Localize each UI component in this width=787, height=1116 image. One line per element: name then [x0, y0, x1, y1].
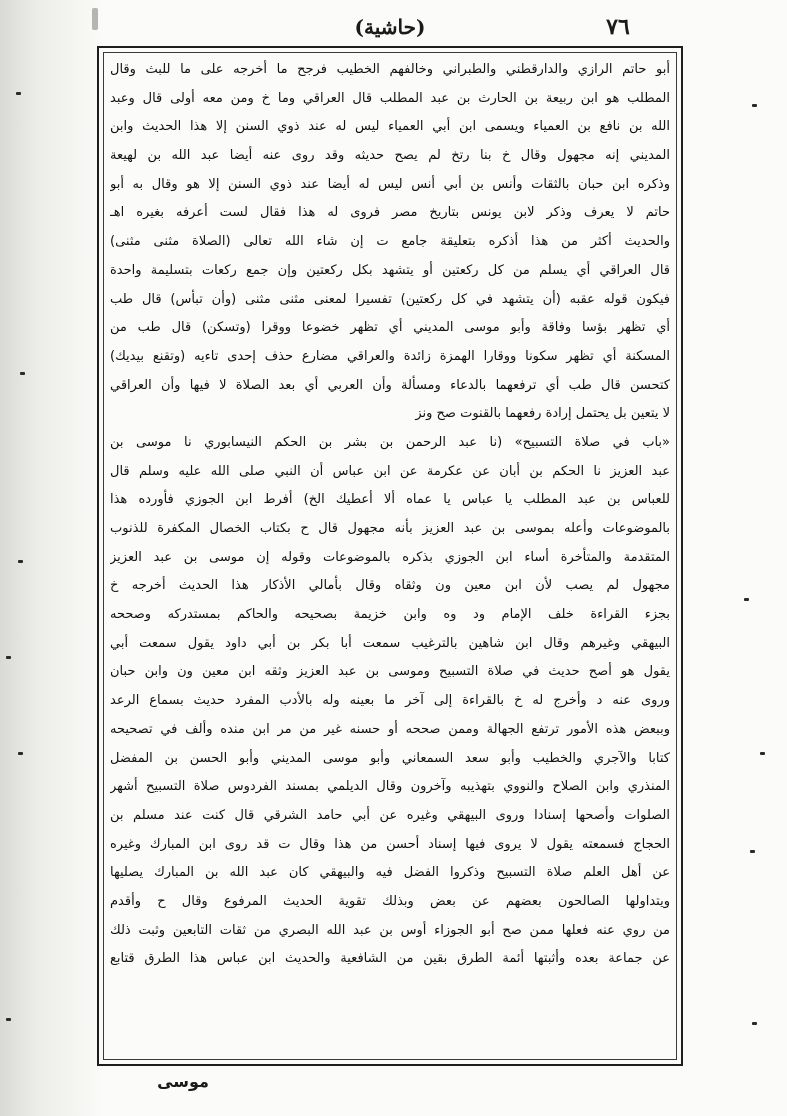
margin-mark — [18, 560, 23, 563]
text-line: وروى عنه د وأخرج له خ بالقراءة إلى آخر ما بعينه وله بالأدب المفرد حديث بسماع الرعد — [110, 693, 670, 709]
text-line: حاتم لا يعرف وذكر لابن يونس بتاريخ مصر فروى له هذا فقال لست أعرفه بغيره اهـ — [110, 205, 670, 221]
margin-mark — [18, 752, 23, 755]
margin-mark — [750, 850, 755, 853]
margin-mark — [20, 372, 25, 375]
text-line: والحديث أكثر من هذا أذكره بتعليقة جامع ت إن شاء الله تعالى (الصلاة مثنى مثنى) — [110, 234, 670, 250]
margin-mark — [16, 92, 21, 95]
margin-mark — [744, 598, 749, 601]
margin-mark — [760, 752, 765, 755]
text-line: البيهقي وغيرهم وقال ابن شاهين بالترغيب سمعت أبا بكر بن أبي داود يقول سمعت أبي — [110, 635, 670, 651]
text-line: كتابا والآجري والخطيب وأبو سعد السمعاني وأبو موسى المديني وأبو الحسن بن المفضل — [110, 750, 670, 766]
text-line: يقول هو أصح حديث في صلاة التسبيح وموسى بن عبد العزيز وثقه ابن معين ون وابن حبان — [110, 664, 670, 680]
text-line: المتقدمة والمتأخرة أساء ابن الجوزي بذكره بالموضوعات وقوله إن موسى بن عبد العزيز — [110, 549, 670, 565]
text-line: ويتداولها الصالحون بعضهم عن بعض وبذلك تقوية الحديث المرفوع وقال ح وأقدم — [110, 893, 670, 909]
text-line: كتحسن قال طب أي ترفعهما بالدعاء ومسألة وأن العربي أي بعد الصلاة لا فيها وأن العراقي — [110, 377, 670, 393]
text-line: للعباس بن عبد المطلب يا عباس يا عماه ألا أعطيك الخ) أفرط ابن الجوزي فأورده هذا — [110, 492, 670, 508]
text-line: فيكون قوله عقبه (أن يتشهد في كل ركعتين) تفسيرا لمعنى مثنى مثنى (وأن تبأس) قال طب — [110, 291, 670, 307]
margin-mark — [6, 656, 11, 659]
page-number: ٧٦ — [606, 14, 630, 40]
margin-mark — [6, 1018, 11, 1021]
text-line: وذكره ابن حبان بالثقات وأنس بن أبي أنس ليس له أيضا عند ذوي السنن إلا هو وقال به أبو — [110, 176, 670, 192]
page-header-title: (حاشية) — [354, 15, 426, 39]
text-line: وببعض هذه الأمور ترتفع الجهالة وممن صححه أو حسنه غير من مر ابن منده وألف في تصحيحه — [110, 721, 670, 737]
text-line: المنذري وابن الصلاح والنووي بتهذيبه وآخرون وقال الديلمي بمسند الفردوس صلاة التسبيح أشهر — [110, 779, 670, 795]
body-text — [110, 56, 670, 1058]
text-line: الحجاج فسمعته يقول لا يروى فيها إسناد أحسن من هذا وقال ت قد روى ابن المبارك وغيره — [110, 836, 670, 852]
text-line: الصلوات وأصحها إسنادا وروى البيهقي وغيره عن أبي حامد الشرقي قال كنت عند مسلم بن — [110, 807, 670, 823]
text-line: عن جماعة بعده وأثبتها أئمة الطرق بقين من الشافعية والحديث ابن عباس هذا الطرق قتابع — [110, 951, 670, 967]
text-line: من روي عنه فعلها ممن صح أبو الجوزاء أوس بن عبد الله البصري من ثقات التابعين وثبت ذلك — [110, 922, 670, 938]
text-line: بالموضوعات وأعله بموسى بن عبد العزيز بأنه مجهول قال ح بكتاب الخصال المكفرة للذنوب — [110, 521, 670, 536]
catchword: موسى — [157, 1072, 209, 1091]
text-line: الله بن نافع بن العمياء ويسمى ابن أبي العمياء ليس له عند ذوي السنن إلا هذا الحديث وابن — [110, 119, 670, 135]
binding-shadow — [0, 0, 105, 1116]
section-heading-line: «باب في صلاة التسبيح» (نا عبد الرحمن بن بشر بن الحكم النيسابوري نا موسى بن — [110, 434, 670, 450]
text-line: مجهول لم يصب لأن ابن معين ون وثقاه وقال بأمالي الأذكار هذا الحديث أخرجه خ — [110, 578, 670, 594]
text-line: بجزء القراءة خلف الإمام ود وه وابن خزيمة بصحيحه والحاكم بمستدركه وصححه — [110, 607, 670, 623]
margin-mark — [752, 104, 757, 107]
text-line: عن أهل العلم صلاة التسبيح وذكروا الفضل فيه والبيهقي كان عبد الله بن المبارك يصليها — [110, 865, 670, 881]
text-line: المديني إنه مجهول وقال خ بنا رتخ لم يصح حديثه وقد روى عنه أيضا عبد الله بن لهيعة — [110, 148, 670, 164]
text-line: أي تظهر بؤسا وفاقة وأبو موسى المديني أي تظهر خضوعا ووقرا (وتسكن) قال طب من — [110, 320, 670, 336]
text-line: لا يتعين بل يحتمل إرادة رفعهما بالقنوت صح ونز — [415, 406, 670, 422]
text-line: أبو حاتم الرازي والدارقطني والطبراني وخالفهم الخطيب فرجح ما أخرجه على ما للبث وقال — [110, 62, 670, 77]
scan-speck — [92, 8, 98, 30]
text-line: المطلب هو ابن ربيعة بن الحارث بن عبد المطلب قال العراقي وما خ ومن معه أولى قال وعبد — [110, 90, 670, 106]
text-line: قال العراقي أي يسلم من كل ركعتين أو يتشهد بكل ركعتين وإن جمع ركعات بتسليمة واحدة — [110, 262, 670, 278]
margin-mark — [752, 1022, 757, 1025]
text-line: المسكنة أي تظهر سكونا ووقارا الهمزة زائدة والعراقي مضارع حذف إحدى تاءيه (وتقنع بيديك) — [110, 348, 670, 364]
text-line: عبد العزيز نا الحكم بن أبان عن عكرمة عن ابن عباس أن النبي صلى الله عليه وسلم قال — [110, 463, 670, 479]
